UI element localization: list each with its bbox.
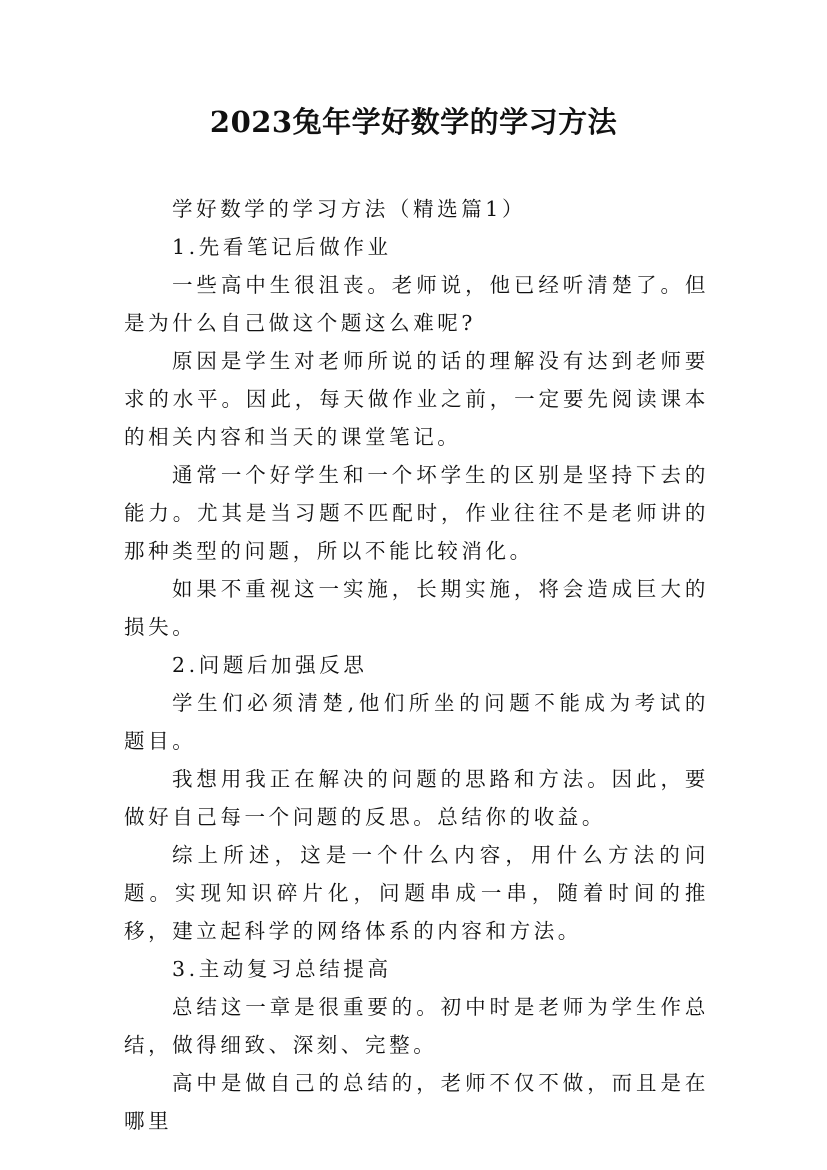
paragraph: 我想用我正在解决的问题的思路和方法。因此，要做好自己每一个问题的反思。总结你的收益。 xyxy=(124,767,709,829)
document-body xyxy=(124,190,709,1140)
document-title: 2023兔年学好数学的学习方法 xyxy=(209,105,618,139)
paragraph: 如果不重视这一实施，长期实施，将会造成巨大的损失。 xyxy=(124,577,709,639)
subheading: 3.主动复习总结提高 xyxy=(172,957,392,981)
paragraph: 学生们必须清楚,他们所坐的问题不能成为考试的题目。 xyxy=(124,691,709,753)
subheading: 2.问题后加强反思 xyxy=(172,653,368,677)
paragraph: 一些高中生很沮丧。老师说，他已经听清楚了。但是为什么自己做这个题这么难呢? xyxy=(124,273,709,335)
subheading: 1.先看笔记后做作业 xyxy=(172,235,392,259)
paragraph: 原因是学生对老师所说的话的理解没有达到老师要求的水平。因此，每天做作业之前，一定要先阅读课本的相关内容和当天的课堂笔记。 xyxy=(124,349,709,449)
paragraph: 通常一个好学生和一个坏学生的区别是坚持下去的能力。尤其是当习题不匹配时，作业往往不是老师讲的那种类型的问题，所以不能比较消化。 xyxy=(124,463,709,563)
paragraph: 总结这一章是很重要的。初中时是老师为学生作总结，做得细致、深刻、完整。 xyxy=(124,995,709,1057)
section-heading: 学好数学的学习方法（精选篇1） xyxy=(172,197,527,221)
paragraph: 高中是做自己的总结的，老师不仅不做，而且是在哪里 xyxy=(124,1071,709,1133)
paragraph: 综上所述，这是一个什么内容，用什么方法的问题。实现知识碎片化，问题串成一串，随着时间的推移，建立起科学的网络体系的内容和方法。 xyxy=(124,843,709,943)
